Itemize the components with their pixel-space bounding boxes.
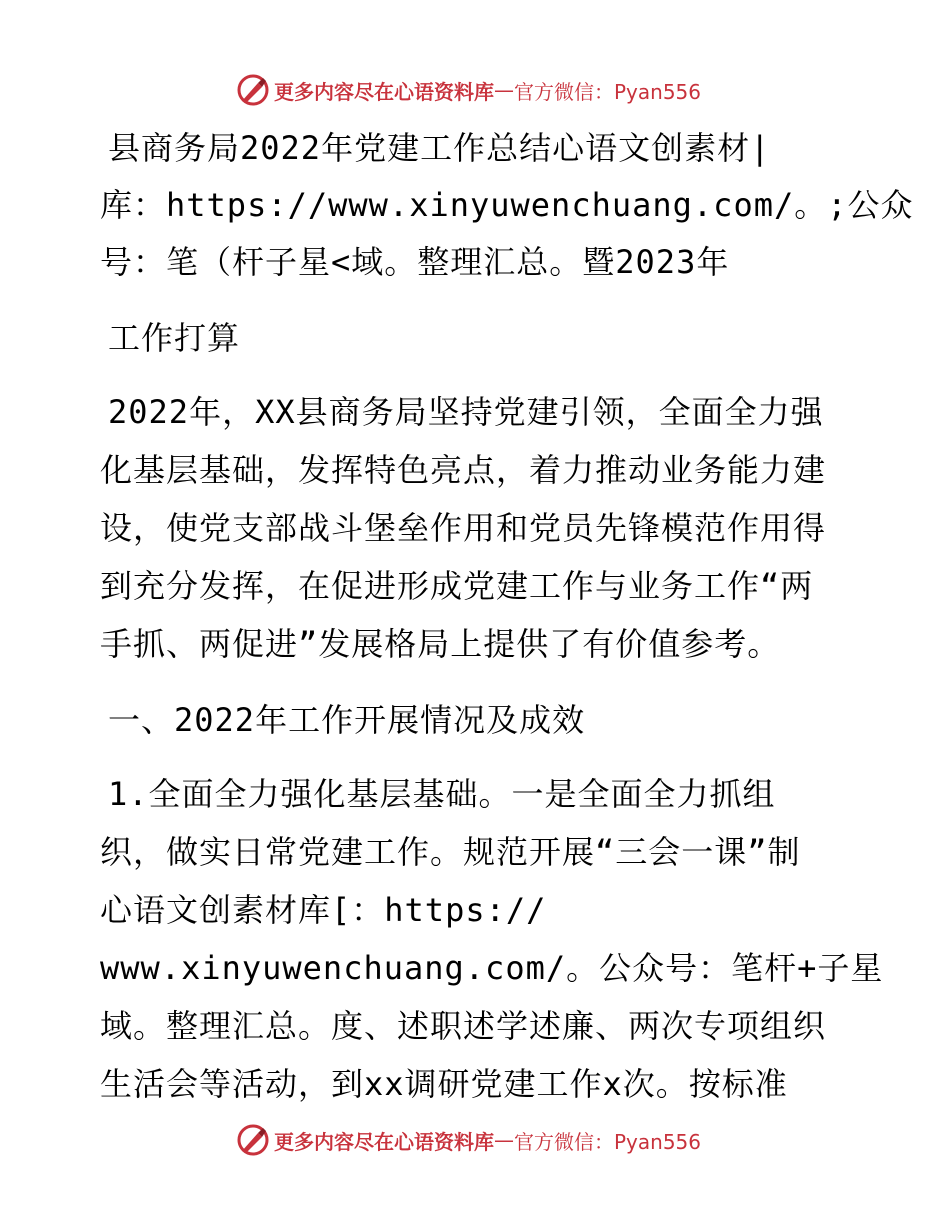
paragraph-line-2: 化基层基础，发挥特色亮点，着力推动业务能力建: [100, 451, 827, 489]
body-line-4: www.xinyuwenchuang.com/。公众号：笔杆+子星: [100, 949, 884, 987]
watermark-wechat-text: 官方微信：Pyan556: [514, 79, 702, 104]
paragraph-line-3: 设，使党支部战斗堡垒作用和党员先锋模范作用得: [100, 509, 827, 547]
watermark-separator: —: [494, 78, 514, 102]
watermark-wechat-text: 官方微信：Pyan556: [514, 1129, 702, 1154]
body-line-1: 1.全面全力强化基层基础。一是全面全力抓组: [108, 775, 776, 813]
title-line-2: 库：https://www.xinyuwenchuang.com/。;公众: [100, 186, 914, 224]
title-line-1: 县商务局2022年党建工作总结心语文创素材|: [108, 129, 771, 167]
body-line-5: 域。整理汇总。度、述职述学述廉、两次专项组织: [100, 1007, 827, 1045]
body-line-3: 心语文创素材库[：https://: [100, 891, 547, 929]
watermark-separator: —: [494, 1128, 514, 1152]
footer-watermark: [236, 1122, 701, 1158]
watermark-main-text: 更多内容尽在心语资料库: [274, 79, 494, 104]
paragraph-line-4: 到充分发挥，在促进形成党建工作与业务工作“两: [100, 567, 814, 605]
pen-logo-icon: [236, 1123, 270, 1157]
body-line-2: 织，做实日常党建工作。规范开展“三会一课”制: [100, 833, 801, 871]
paragraph-line-5: 手抓、两促进”发展格局上提供了有价值参考。: [100, 625, 781, 663]
title-line-3: 号：笔（杆子星<域。整理汇总。暨2023年: [100, 243, 730, 281]
body-line-6: 生活会等活动，到xx调研党建工作x次。按标准: [100, 1065, 788, 1103]
title-line-4: 工作打算: [108, 319, 241, 357]
section-heading: 一、2022年工作开展情况及成效: [108, 701, 586, 739]
paragraph-line-1: 2022年，XX县商务局坚持党建引领，全面全力强: [108, 393, 824, 431]
watermark-main-text: 更多内容尽在心语资料库: [274, 1129, 494, 1154]
header-watermark: [236, 72, 701, 108]
pen-logo-icon: [236, 73, 270, 107]
